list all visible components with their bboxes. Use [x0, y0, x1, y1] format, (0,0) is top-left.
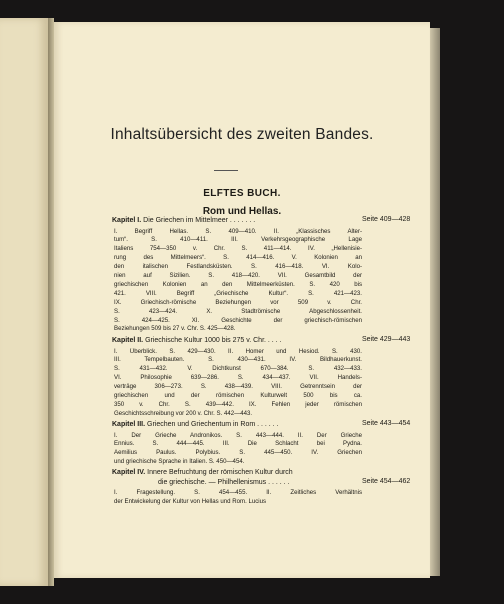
chapter-title: Kapitel IV. Innere Befruchtung der römischen Kultur durch [112, 469, 293, 476]
summary-line: VI. Philosophie 639—286. S. 434—437. VII. Handels- [114, 374, 362, 382]
summary-line: S. 424—425. XI. Geschichte der griechisch-römischen [114, 316, 362, 324]
chapter-summary [112, 432, 362, 468]
book-page [54, 22, 430, 578]
chapter-entry [112, 336, 411, 419]
summary-line: S. 431—432. V. Dichtkunst 670—384. S. 432—433. [114, 365, 362, 373]
summary-line: der Entwickelung der Kultur von Hellas und Rom. Lucius [114, 497, 267, 505]
chapter-summary [112, 348, 362, 419]
summary-line: III. Tempelbauten. S. 430—431. IV. Bildhauerkunst. [114, 356, 362, 364]
chapter-pages: Seite 443—454 [362, 420, 411, 427]
summary-line: S. 423—424. X. Stadtrömische Abgeschlossenheit. [114, 307, 362, 315]
summary-line: Geschichtsschreibung vor 200 v. Chr. S. 442—443. [114, 409, 253, 417]
summary-line: 421. VIII. Begriff „Griechische Kultur“. S. 421—423. [114, 289, 362, 297]
chapter-pages: Seite 429—443 [362, 336, 411, 343]
chapter-pages: Seite 409—428 [362, 216, 411, 223]
summary-line: tum“. S. 410—411. III. Verkehrsgeographische Lage [114, 236, 362, 244]
chapter-summary [112, 228, 362, 335]
left-page-edge [0, 18, 49, 586]
chapter-entry [112, 420, 411, 467]
summary-line: Beziehungen 509 bis 27 v. Chr. S. 425—428. [114, 325, 236, 333]
chapter-label: Kapitel I. [112, 217, 142, 224]
summary-line: und griechische Sprache in Italien. S. 450—454. [114, 458, 245, 466]
summary-line: verträge 306—273. S. 438—439. VIII. Getrenntsein der [114, 383, 362, 391]
page-stack-edge [430, 28, 440, 576]
summary-line: Ennius. S. 444—445. III. Die Schlacht bei Pydna. [114, 440, 362, 448]
summary-line: I. Der Grieche Andronikos. S. 443—444. II. Der Grieche [114, 431, 362, 439]
chapter-title-continued: die griechische. — Philhellenismus . . . . . . [158, 478, 290, 486]
chapter-entry [112, 468, 411, 507]
chapter-pages: Seite 454—462 [362, 477, 411, 485]
book-subtitle: Rom und Hellas. [202, 206, 282, 217]
summary-line: Aemilius Paulus. Polybius. S. 445—450. IV. Griechen [114, 449, 362, 457]
chapter-title: Kapitel II. Griechische Kultur 1000 bis 275 v. Chr. . . . . [112, 337, 282, 344]
summary-line: IX. Griechisch-römische Beziehungen vor 509 v. Chr. [114, 298, 362, 306]
summary-line: I. Begriff Hellas. S. 409—410. II. „Klassisches Alter- [114, 227, 362, 235]
chapter-label: Kapitel III. [112, 421, 146, 428]
summary-line: griechischen Kolonien an den Mittelmeerküsten. S. 420 bis [114, 280, 362, 288]
chapter-summary [112, 489, 362, 507]
title-divider [214, 170, 238, 171]
summary-line: I. Fragestellung. S. 454—455. II. Zeitliches Verhältnis [114, 489, 362, 496]
book-heading: ELFTES BUCH. [203, 188, 281, 199]
chapter-label: Kapitel IV. [112, 469, 146, 476]
summary-line: rung des Mittelmeers“. S. 414—416. V. Kolonien an [114, 254, 362, 262]
page-title: Inhaltsübersicht des zweiten Bandes. [110, 126, 374, 143]
summary-line: griechischen und der römischen Kulturwelt 500 bis ca. [114, 392, 362, 400]
summary-line: 350 v. Chr. S. 439—442. IX. Fehlen jeder römischen [114, 400, 362, 408]
summary-line: Italiens 754—350 v. Chr. S. 411—414. IV. „Hellenisie- [114, 245, 362, 253]
chapter-label: Kapitel II. [112, 337, 144, 344]
chapter-entry [112, 216, 411, 334]
chapter-title: Kapitel III. Griechen und Griechentum in Rom . . . . . . [112, 421, 279, 428]
summary-line: nien auf Sizilien. S. 418—420. VII. Gesamtbild der [114, 272, 362, 280]
summary-line: I. Überblick. S. 429—430. II. Homer und Hesiod. S. 430. [114, 347, 362, 355]
chapter-title: Kapitel I. Die Griechen im Mittelmeer . . . . . . . [112, 217, 256, 224]
summary-line: den italischen Festlandsküsten. S. 416—418. VI. Kolo- [114, 263, 362, 271]
